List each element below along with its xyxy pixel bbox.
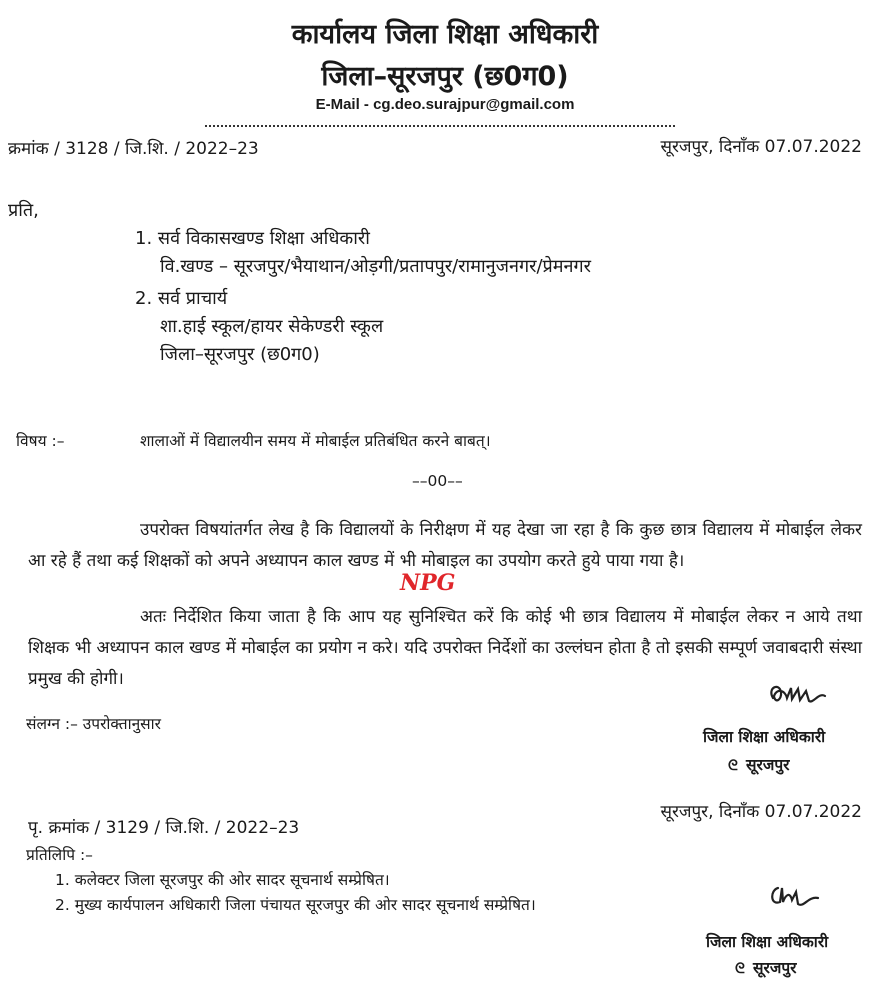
signatory-place-text: सूरजपुर	[746, 756, 790, 774]
copy-signatory-title: जिला शिक्षा अधिकारी	[706, 933, 829, 951]
separator: ––00––	[412, 472, 463, 490]
reference-number: क्रमांक / 3128 / जि.शि. / 2022–23	[8, 139, 259, 159]
recipient-1-blocks: वि.खण्ड – सूरजपुर/भैयाथान/ओड़गी/प्रतापपुर/रामानुजनगर/प्रेमनगर	[160, 256, 592, 277]
copy-signatory-place-text: सूरजपुर	[753, 959, 797, 977]
npg-watermark: NPG	[400, 570, 456, 596]
recipient-2-schools: शा.हाई स्कूल/हायर सेकेण्डरी स्कूल	[160, 316, 384, 337]
copy-label: प्रतिलिपि :–	[26, 846, 93, 864]
signatory-place	[728, 753, 789, 775]
recipient-1-title: 1. सर्व विकासखण्ड शिक्षा अधिकारी	[135, 228, 370, 249]
recipient-2-district: जिला–सूरजपुर (छ0ग0)	[160, 344, 320, 365]
signatory-title: जिला शिक्षा अधिकारी	[703, 728, 826, 746]
copy-item-2: 2. मुख्य कार्यपालन अधिकारी जिला पंचायत सूरजपुर की ओर सादर सूचनार्थ सम्प्रेषित।	[55, 896, 536, 914]
initial-mark-icon: ᘓ	[735, 961, 745, 977]
header-divider	[205, 125, 675, 127]
copy-signatory-place	[735, 956, 796, 978]
email-line: E-Mail - cg.deo.surajpur@gmail.com	[315, 96, 575, 113]
recipient-2-title: 2. सर्व प्राचार्य	[135, 288, 228, 309]
paragraph-1: उपरोक्त विषयांतर्गत लेख है कि विद्यालयों के निरीक्षण में यह देखा जा रहा है कि कुछ छात्र विद्यालय में मोबाईल लेकर आ रहे हैं तथा कई शिक्षकों को अपने अध्यापन काल खण्ड में भी मोबाइल का उपयोग करते हुये पाया गया है।	[28, 520, 862, 571]
district-title: जिला–सूरजपुर (छ0ग0)	[321, 61, 569, 92]
office-title: कार्यालय जिला शिक्षा अधिकारी	[291, 19, 599, 50]
copy-item-1: 1. कलेक्टर जिला सूरजपुर की ओर सादर सूचनार्थ सम्प्रेषित।	[55, 871, 390, 889]
enclosure-line: संलग्न :– उपरोक्तानुसार	[26, 715, 162, 733]
to-label: प्रति,	[8, 200, 39, 221]
copy-place-date: सूरजपुर, दिनाँक 07.07.2022	[660, 802, 862, 822]
subject-label: विषय :–	[16, 432, 65, 450]
signature-2	[768, 880, 828, 912]
copy-reference-number: पृ. क्रमांक / 3129 / जि.शि. / 2022–23	[28, 818, 300, 838]
paragraph-2: अतः निर्देशित किया जाता है कि आप यह सुनिश्चित करें कि कोई भी छात्र विद्यालय में मोबाईल लेकर न आये तथा शिक्षक भी अध्यापन काल खण्ड में मोबाईल का प्रयोग न करे। यदि उपरोक्त निर्देशों का उल्लंघन होता है तो इसकी सम्पूर्ण जवाबदारी संस्था प्रमुख की होगी।	[28, 607, 862, 689]
subject-text: शालाओं में विद्यालयीन समय में मोबाईल प्रतिबंधित करने बाबत्।	[140, 432, 491, 450]
signature-1	[765, 678, 835, 712]
initial-mark-icon: ᘓ	[728, 758, 738, 774]
place-date: सूरजपुर, दिनाँक 07.07.2022	[660, 137, 862, 157]
